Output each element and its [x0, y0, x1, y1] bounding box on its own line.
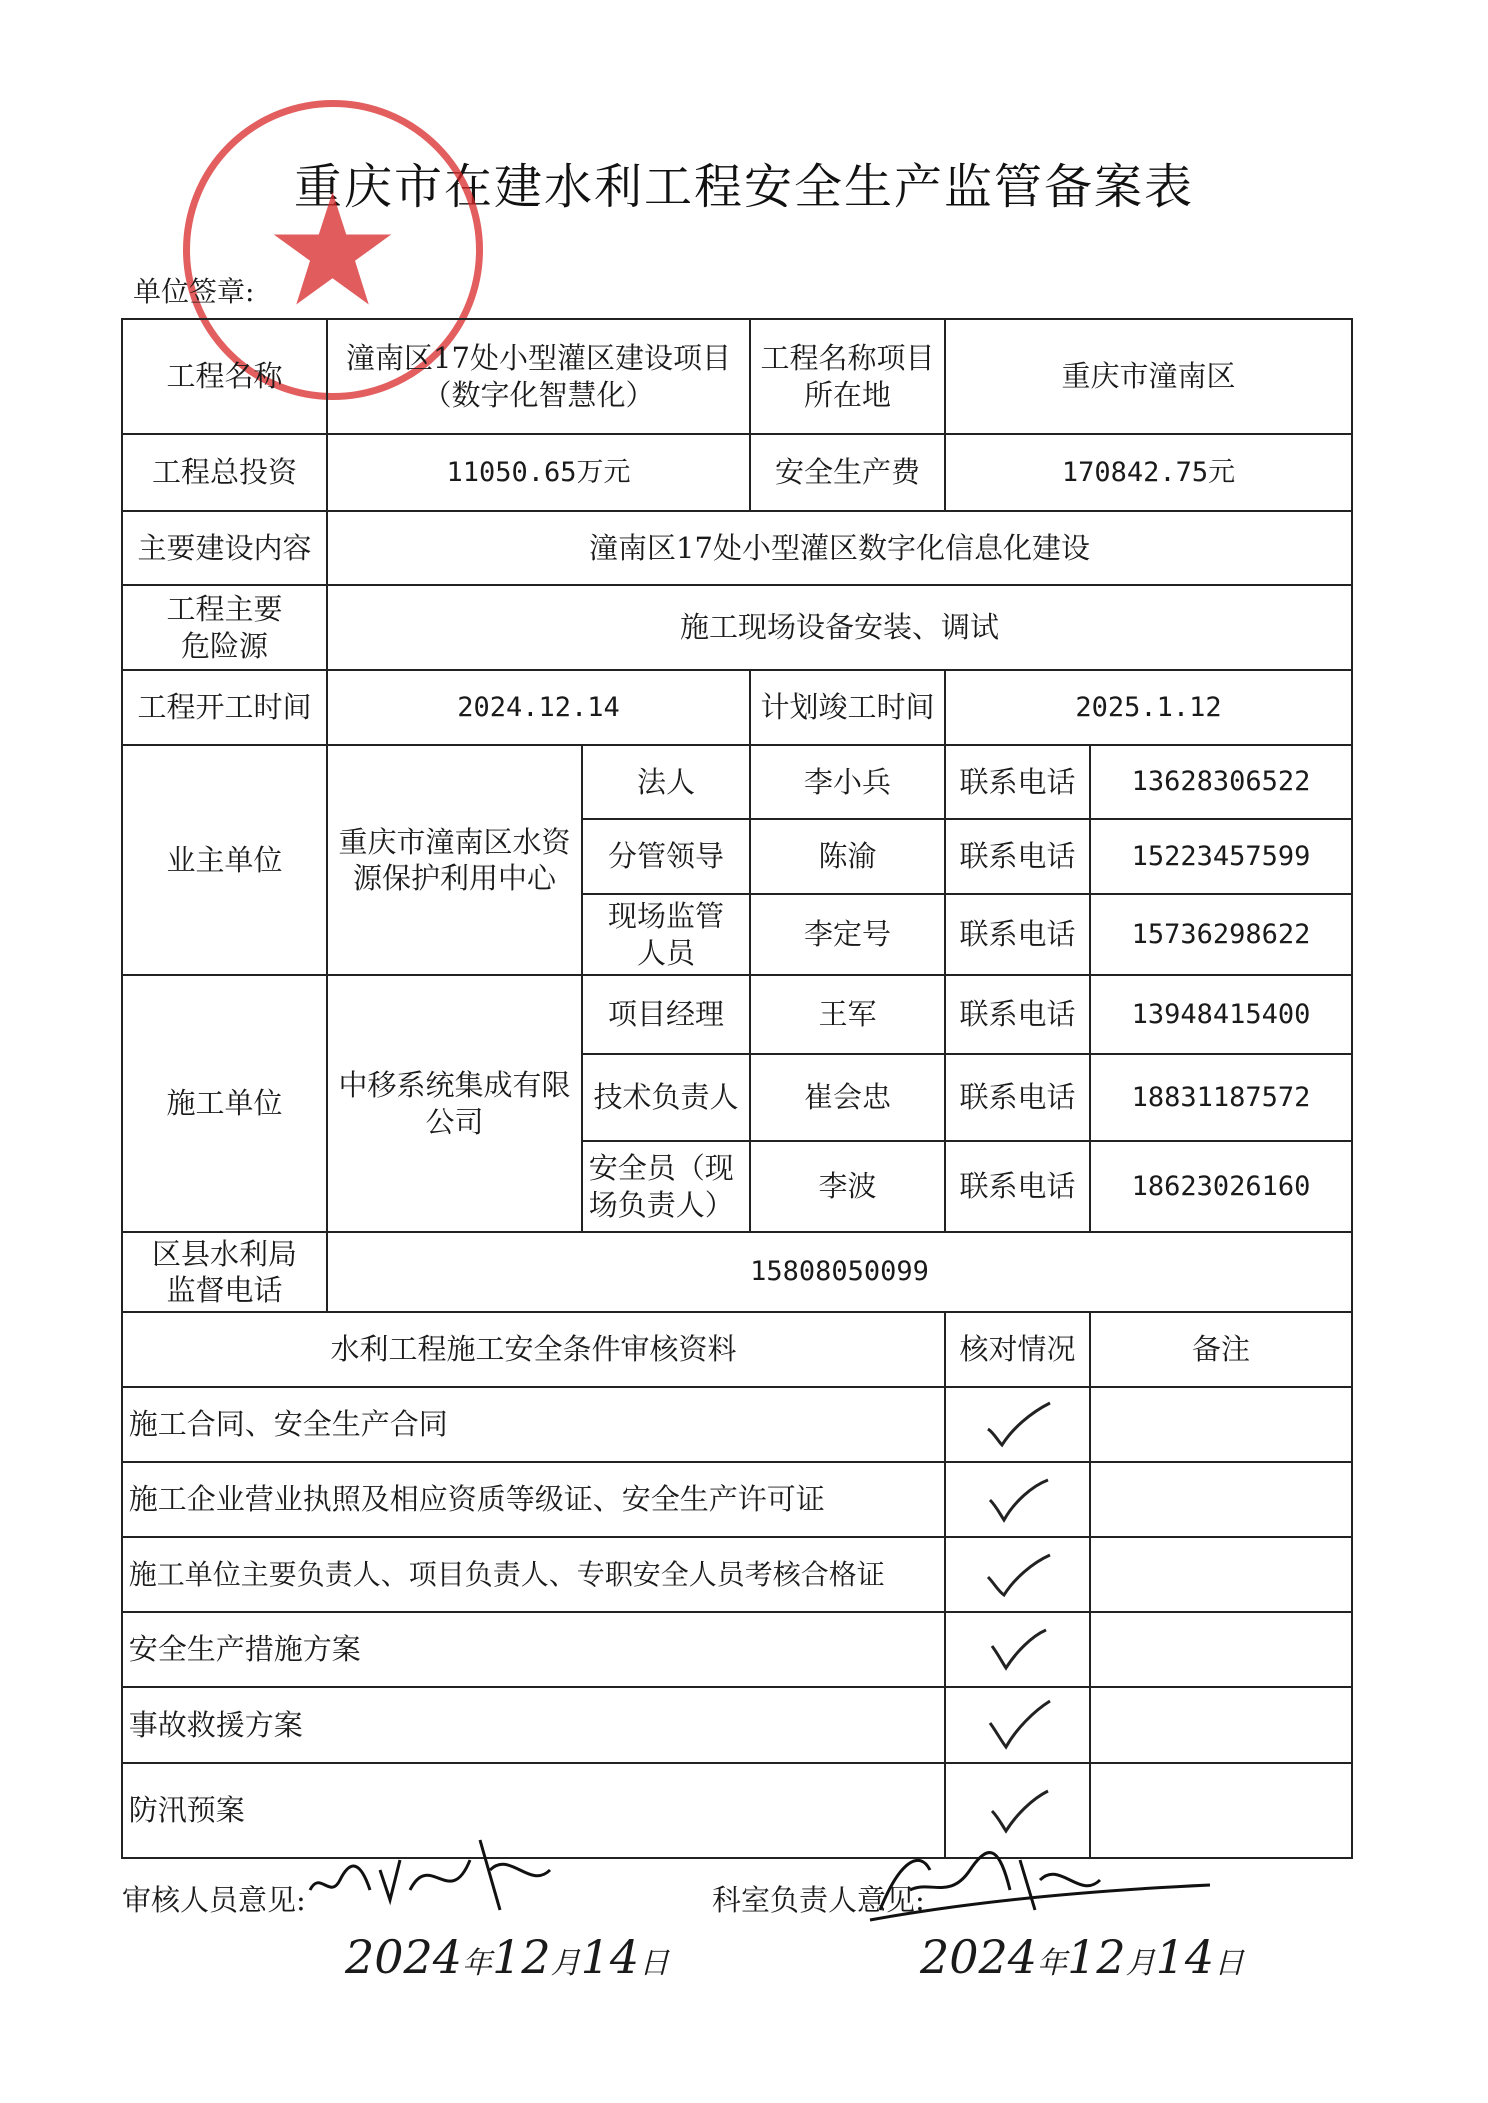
contractor-phone-label: 联系电话: [944, 1140, 1092, 1234]
year-char: 年: [462, 1946, 493, 1981]
review-item: 施工单位主要负责人、项目负责人、专职安全人员考核合格证: [121, 1536, 947, 1614]
content-label: 主要建设内容: [121, 510, 329, 587]
start-date-label: 工程开工时间: [121, 669, 329, 747]
contractor-person: 李波: [749, 1140, 947, 1234]
end-date-value: 2025.1.12: [944, 669, 1354, 747]
review-note-cell: [1089, 1536, 1354, 1614]
seal-label: 单位签章:: [133, 275, 255, 308]
filing-table: [122, 319, 1352, 1858]
checkmark-icon: [982, 1785, 1054, 1837]
safety-fee-value: 170842.75元: [944, 433, 1354, 513]
checkmark-icon: [982, 1474, 1054, 1526]
owner-role: 现场监管人员: [581, 893, 752, 977]
supervision-phone: 15808050099: [326, 1231, 1354, 1314]
year-char: 年: [1037, 1946, 1068, 1981]
review-check-cell: [944, 1536, 1092, 1614]
contractor-phone-label: 联系电话: [944, 1053, 1092, 1143]
reviewer-date: [345, 1930, 669, 1984]
chief-signature: [860, 1830, 1220, 1940]
review-note-cell: [1089, 1461, 1354, 1539]
review-header-check: 核对情况: [944, 1311, 1092, 1389]
contractor-org: 中移系统集成有限公司: [326, 974, 584, 1234]
owner-person: 李小兵: [749, 744, 947, 821]
owner-person: 陈渝: [749, 818, 947, 896]
contractor-phone: 18623026160: [1089, 1140, 1354, 1234]
start-date-value: 2024.12.14: [326, 669, 752, 747]
investment-value: 11050.65万元: [326, 433, 752, 513]
end-date-label: 计划竣工时间: [749, 669, 947, 747]
review-item: 施工企业营业执照及相应资质等级证、安全生产许可证: [121, 1461, 947, 1539]
contractor-person: 崔会忠: [749, 1053, 947, 1143]
contractor-phone: 13948415400: [1089, 974, 1354, 1056]
contractor-phone-label: 联系电话: [944, 974, 1092, 1056]
owner-phone-label: 联系电话: [944, 744, 1092, 821]
review-check-cell: [944, 1386, 1092, 1464]
reviewer-signature: [300, 1830, 560, 1920]
day-char: 日: [639, 1946, 670, 1981]
location-value: 重庆市潼南区: [944, 318, 1354, 436]
contractor-role: 安全员（现场负责人）: [581, 1140, 752, 1234]
contractor-label: 施工单位: [121, 974, 329, 1234]
review-item: 事故救援方案: [121, 1686, 947, 1765]
owner-person: 李定号: [749, 893, 947, 977]
reviewer-date-day: 14: [580, 1930, 640, 1984]
review-header-note: 备注: [1089, 1311, 1354, 1389]
contractor-role: 项目经理: [581, 974, 752, 1056]
contractor-phone: 18831187572: [1089, 1053, 1354, 1143]
review-note-cell: [1089, 1386, 1354, 1464]
month-char: 月: [550, 1946, 581, 1981]
contractor-person: 王军: [749, 974, 947, 1056]
chief-date: [920, 1930, 1244, 1984]
review-item: 防汛预案: [121, 1762, 947, 1860]
day-char: 日: [1214, 1946, 1245, 1981]
chief-date-year: 2024: [920, 1930, 1038, 1984]
chief-date-day: 14: [1155, 1930, 1215, 1984]
owner-phone-label: 联系电话: [944, 818, 1092, 896]
chief-date-month: 12: [1067, 1930, 1126, 1984]
hazard-label: 工程主要危险源: [121, 584, 329, 672]
owner-phone-label: 联系电话: [944, 893, 1092, 977]
review-check-cell: [944, 1611, 1092, 1689]
seal-star-icon: [270, 187, 395, 312]
owner-role: 分管领导: [581, 818, 752, 896]
investment-label: 工程总投资: [121, 433, 329, 513]
month-char: 月: [1125, 1946, 1156, 1981]
review-note-cell: [1089, 1686, 1354, 1765]
checkmark-icon: [982, 1549, 1054, 1601]
owner-label: 业主单位: [121, 744, 329, 977]
safety-fee-label: 安全生产费: [749, 433, 947, 513]
owner-phone: 13628306522: [1089, 744, 1354, 821]
location-label: 工程名称项目所在地: [749, 318, 947, 436]
contractor-role: 技术负责人: [581, 1053, 752, 1143]
review-item: 施工合同、安全生产合同: [121, 1386, 947, 1464]
content-value: 潼南区17处小型灌区数字化信息化建设: [326, 510, 1354, 587]
owner-phone: 15223457599: [1089, 818, 1354, 896]
checkmark-icon: [982, 1399, 1054, 1451]
project-name-value: 潼南区17处小型灌区建设项目（数字化智慧化）: [326, 318, 752, 436]
reviewer-opinion-label: 审核人员意见:: [122, 1883, 306, 1917]
checkmark-icon: [982, 1699, 1054, 1751]
review-header-item: 水利工程施工安全条件审核资料: [121, 1311, 947, 1389]
hazard-value: 施工现场设备安装、调试: [326, 584, 1354, 672]
chief-opinion-label: 科室负责人意见:: [712, 1883, 925, 1917]
review-note-cell: [1089, 1611, 1354, 1689]
project-name-label: 工程名称: [121, 318, 329, 436]
owner-org: 重庆市潼南区水资源保护利用中心: [326, 744, 584, 977]
review-check-cell: [944, 1461, 1092, 1539]
reviewer-date-month: 12: [492, 1930, 551, 1984]
reviewer-date-year: 2024: [345, 1930, 463, 1984]
owner-phone: 15736298622: [1089, 893, 1354, 977]
review-item: 安全生产措施方案: [121, 1611, 947, 1689]
owner-role: 法人: [581, 744, 752, 821]
review-check-cell: [944, 1686, 1092, 1765]
checkmark-icon: [982, 1624, 1054, 1676]
page-title: 重庆市在建水利工程安全生产监管备案表: [293, 159, 1194, 215]
supervision-label: 区县水利局监督电话: [121, 1231, 329, 1314]
